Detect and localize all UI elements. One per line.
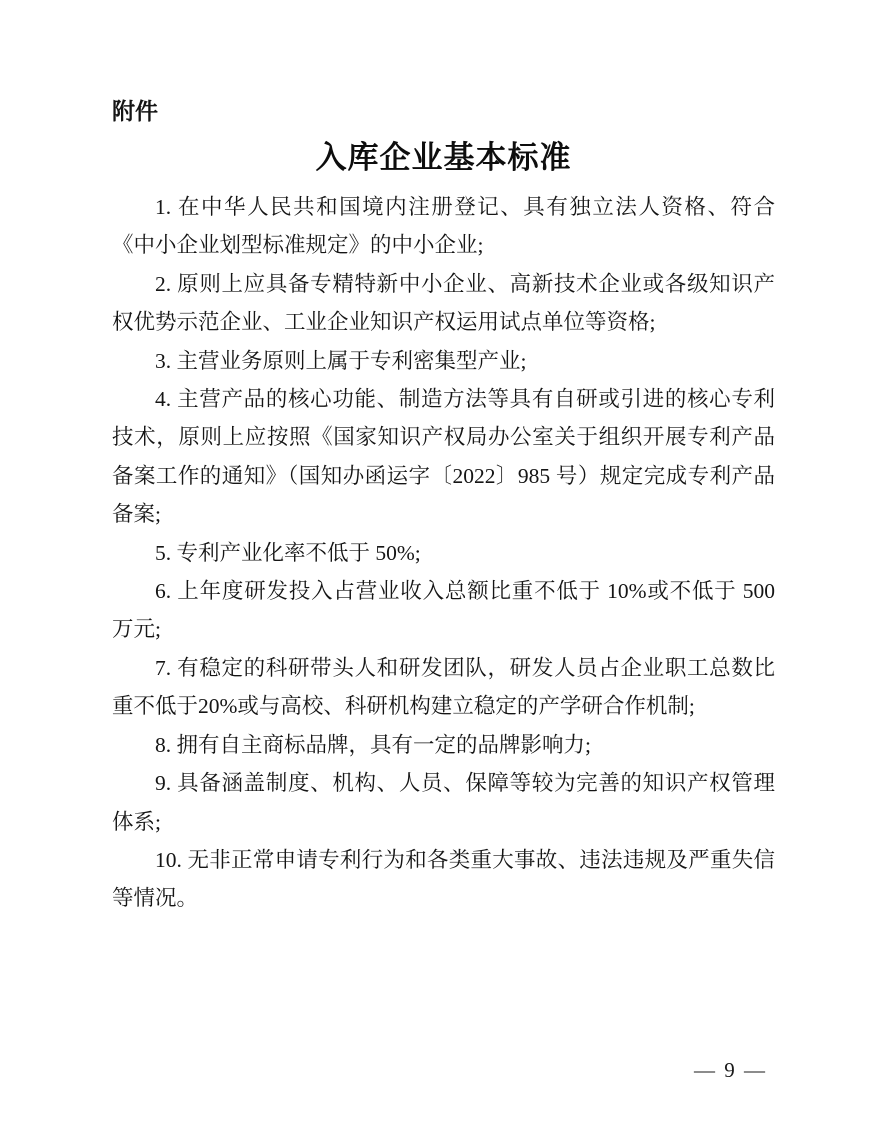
criterion-paragraph-7: 7. 有稳定的科研带头人和研发团队，研发人员占企业职工总数比重不低于20%或与高校、科研机构建立稳定的产学研合作机制; [112,655,775,719]
page-title: 入库企业基本标准 [315,140,572,175]
criterion-paragraph-6: 6. 上年度研发投入占营业收入总额比重不低于 10%或不低于 500 万元; [112,579,775,642]
criterion-paragraph-8: 8. 拥有自主商标品牌，具有一定的品牌影响力; [155,732,591,757]
page-number: — 9 — [694,1058,767,1082]
attachment-label: 附件 [112,98,158,124]
criterion-paragraph-9: 9. 具备涵盖制度、机构、人员、保障等较为完善的知识产权管理体系; [112,771,775,834]
criterion-paragraph-3: 3. 主营业务原则上属于专利密集型产业; [155,348,527,373]
document-body [112,188,775,918]
criterion-paragraph-10: 10. 无非正常申请专利行为和各类重大事故、违法违规及严重失信等情况。 [112,847,775,911]
criterion-paragraph-2: 2. 原则上应具备专精特新中小企业、高新技术企业或各级知识产权优势示范企业、工业企业知识产权运用试点单位等资格; [112,271,775,335]
criterion-paragraph-1: 1. 在中华人民共和国境内注册登记、具有独立法人资格、符合《中小企业划型标准规定》的中小企业; [112,195,775,258]
criterion-paragraph-5: 5. 专利产业化率不低于 50%; [155,540,421,565]
criterion-paragraph-4: 4. 主营产品的核心功能、制造方法等具有自研或引进的核心专利技术，原则上应按照《国家知识产权局办公室关于组织开展专利产品备案工作的通知》（国知办函运字〔2022〕985 号）规定完成专利产品备案; [112,387,775,527]
